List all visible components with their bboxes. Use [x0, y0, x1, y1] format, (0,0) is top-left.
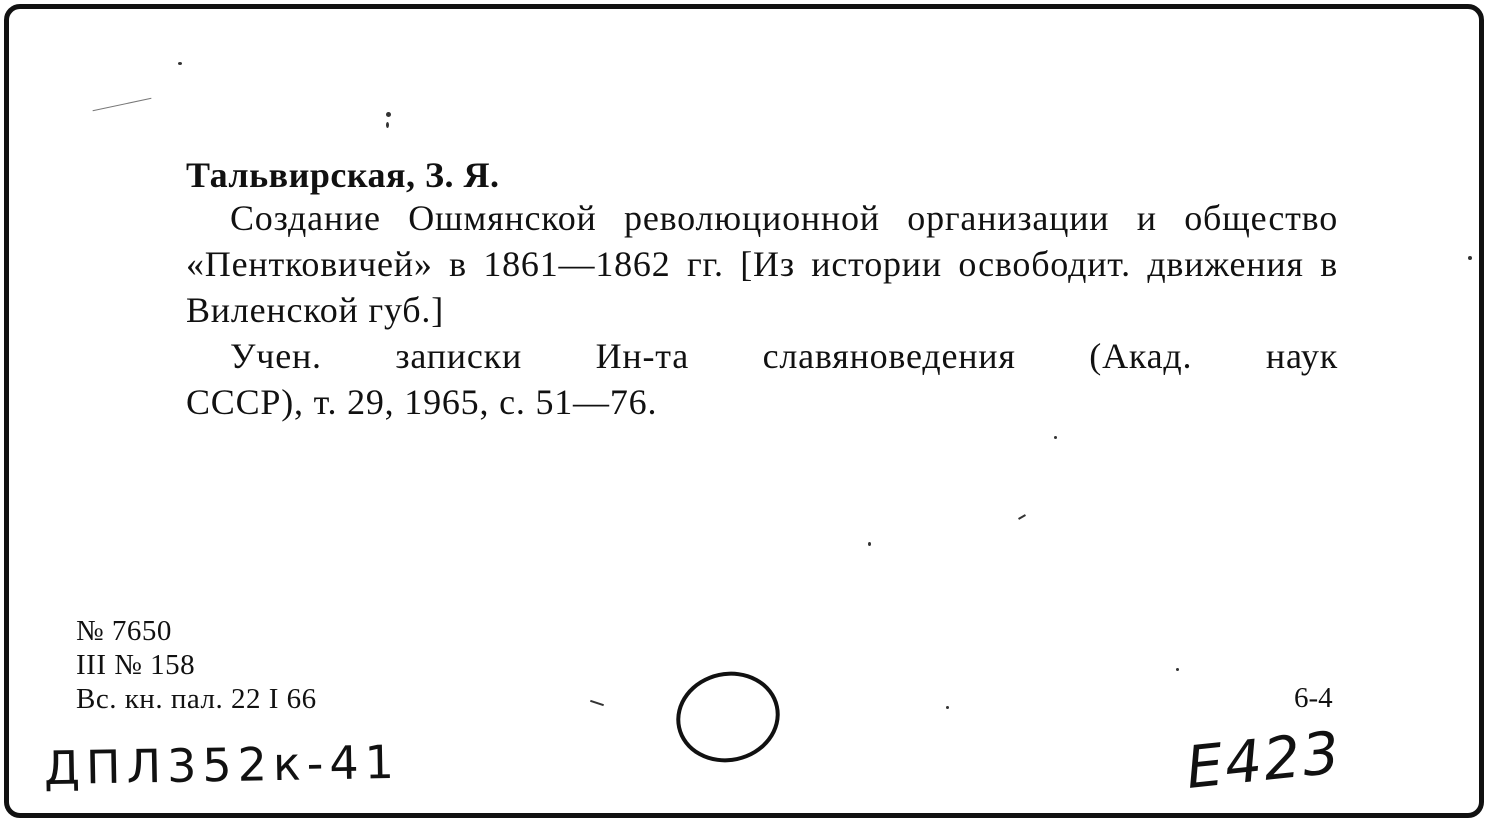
scan-speck — [1054, 436, 1057, 439]
card-author: Тальвирская, З. Я. — [186, 155, 500, 195]
scan-speck — [386, 112, 391, 117]
card-source-line-1: Учен. записки Ин-та славяноведения (Акад. наук — [230, 336, 1338, 376]
handwritten-shelfmark: ДПЛ352к-41 — [43, 734, 401, 796]
card-meta — [76, 614, 317, 716]
meta-series: III № 158 — [76, 649, 196, 681]
card-title-paragraph: Создание Ошмянской революционной организации и общество «Пентковичей» в 1861—1862 гг. [Из истории освободит. движения в Виленской губ.] — [186, 198, 1338, 330]
scan-speck — [1468, 256, 1472, 260]
meta-number: № 7650 — [76, 615, 172, 647]
scan-speck — [1176, 668, 1179, 671]
meta-registry: Вс. кн. пал. 22 I 66 — [76, 683, 317, 715]
scan-speck — [178, 62, 182, 65]
scan-speck — [386, 122, 389, 128]
card-description — [186, 195, 1338, 425]
card-source-line-2: СССР), т. 29, 1965, с. 51—76. — [186, 382, 658, 422]
handwritten-code: Е423 — [1182, 718, 1345, 802]
scan-speck — [946, 706, 949, 709]
scan-speck — [868, 542, 871, 546]
classification-code: 6-4 — [1294, 682, 1333, 714]
